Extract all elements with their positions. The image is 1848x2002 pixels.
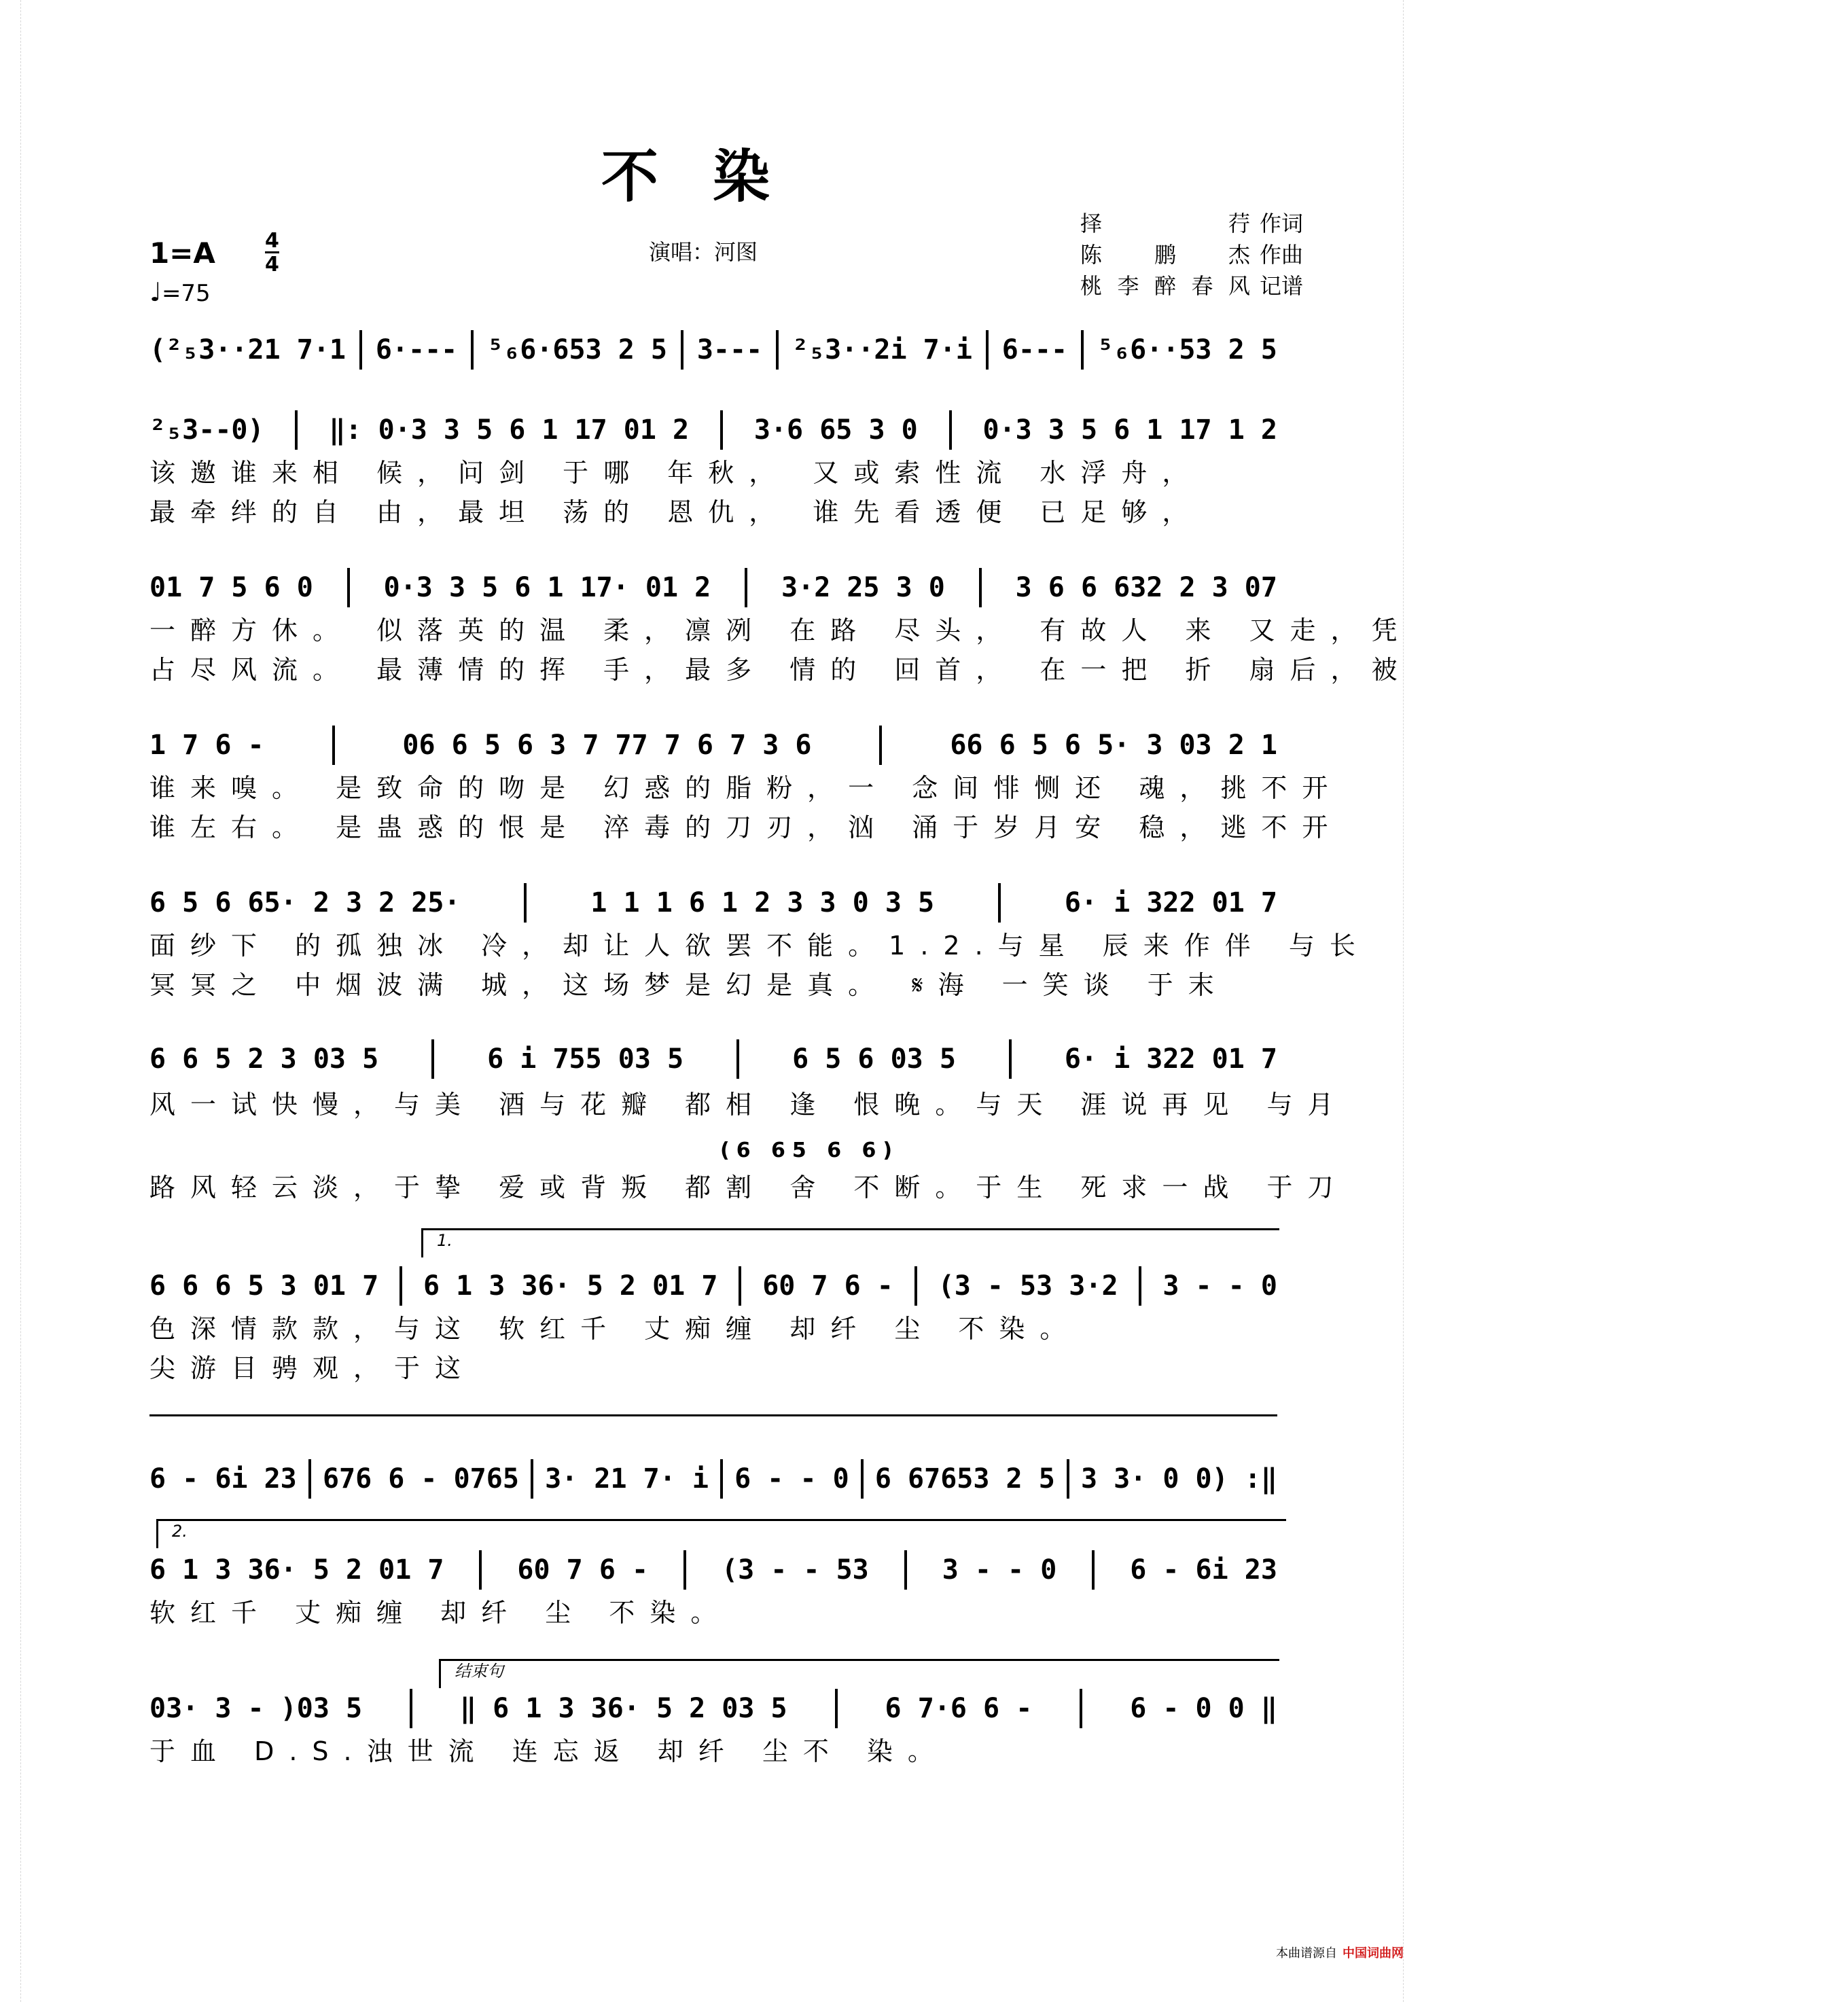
bar-line (471, 330, 474, 370)
composer-name: 陈 鹏 杰 (1080, 242, 1250, 268)
bar-line (736, 1039, 739, 1079)
bar-line (524, 883, 527, 923)
measure: 60 7 6 - (517, 1554, 649, 1586)
measure: ²₅3--0) (149, 414, 264, 446)
singer-credit: 演唱：河图 (649, 239, 758, 265)
measure: 3 6 6 632 2 3 07 (1015, 572, 1277, 603)
bar-line (1081, 330, 1084, 370)
measure: 6 - 6i 23 (149, 1463, 297, 1495)
bar-line (531, 1459, 533, 1499)
measure: 6 1 3 36· 5 2 01 7 (149, 1554, 444, 1586)
lyric-line: 路风轻云淡，于挚 爱或背叛 都割 舍 不断。于生 死求一战 于刀 (149, 1173, 1349, 1202)
transcriber-credit (1080, 269, 1303, 300)
key-signature: 1=A (149, 236, 215, 270)
bar-line (681, 330, 683, 370)
bar-line (998, 883, 1001, 923)
bar-line (835, 1689, 838, 1728)
lyric-line: 谁来嗅。 是致命的吻是 幻惑的脂粉，一 念间悱恻还 魂，挑不开 (149, 773, 1343, 803)
measure: 6 1 3 36· 5 2 01 7 (423, 1270, 718, 1302)
bar-line (347, 568, 350, 607)
measure: 60 7 6 - (762, 1270, 893, 1302)
volta-bracket (156, 1519, 1286, 1548)
score-line (149, 1546, 1277, 1594)
volta-label: 1. (437, 1231, 452, 1250)
lyric-line: 尖游目骋观，于这 (149, 1353, 476, 1383)
lyricist-name: 择 荇 (1080, 211, 1250, 236)
measure: (3 - 53 3·2 (938, 1270, 1118, 1302)
measure: 6--- (1001, 334, 1068, 365)
bar-line (399, 1266, 402, 1306)
measure: (3 - - 53 (722, 1554, 869, 1586)
volta-label: 结束句 (455, 1662, 503, 1681)
bar-line (861, 1459, 864, 1499)
measure: 66 6 5 6 5· 3 03 2 1 (950, 730, 1277, 761)
measure: 3 - - 0 (942, 1554, 1057, 1586)
bar-line (720, 1459, 723, 1499)
lyric-line: 风一试快慢，与美 酒与花瓣 都相 逢 恨晚。与天 涯说再见 与月 (149, 1090, 1349, 1120)
measure: ⁵₆6·653 2 5 (487, 334, 667, 365)
lyric-line: 最牵绊的自 由，最坦 荡的 恩仇， 谁先看透便 已足够， (149, 497, 1203, 527)
measure: 3 3· 0 0) :‖ (1080, 1463, 1277, 1495)
system-divider (149, 1414, 1277, 1416)
lyric-line: 谁左右。 是蛊惑的恨是 淬毒的刀刃，汹 涌于岁月安 稳，逃不开 (149, 812, 1343, 842)
score-line (149, 721, 1277, 769)
measure: 3· 21 7· i (545, 1463, 709, 1495)
page-edge-left (20, 0, 22, 2002)
score-line (149, 1262, 1277, 1310)
bar-line (986, 330, 989, 370)
bar-line (1067, 1459, 1069, 1499)
bar-line (879, 726, 882, 765)
meter-numerator: 4 (265, 229, 279, 253)
measure: 03· 3 - )03 5 (149, 1693, 363, 1724)
score-line (149, 406, 1277, 454)
tempo-marking (149, 277, 211, 307)
bar-line (410, 1689, 412, 1728)
measure: 6 6 6 5 3 01 7 (149, 1270, 379, 1302)
bar-line (431, 1039, 434, 1079)
bar-line (1009, 1039, 1012, 1079)
measure: 676 6 - 0765 (322, 1463, 519, 1495)
page-edge-right (1403, 0, 1405, 2002)
bar-line (1139, 1266, 1141, 1306)
bar-line (949, 410, 952, 450)
lyric-line: 于血 D.S.浊世流 连忘返 却纤 尘不 染。 (149, 1736, 948, 1766)
bar-line (745, 568, 747, 607)
measure: 6 67653 2 5 (874, 1463, 1055, 1495)
transcriber-name: 桃李醉春风 (1080, 273, 1250, 299)
composer-credit (1080, 238, 1303, 269)
bar-line (479, 1550, 482, 1590)
volta-bracket (421, 1228, 1279, 1257)
footer-site: 中国词曲网 (1343, 1946, 1404, 1961)
measure: 6 7·6 6 - (885, 1693, 1033, 1724)
measure: 6· i 322 01 7 (1064, 887, 1277, 918)
lyric-line: 该邀谁来相 候，问剑 于哪 年秋， 又或索性流 水浮舟， (149, 458, 1203, 488)
measure: 6 - 6i 23 (1130, 1554, 1277, 1586)
lyric-line: 面纱下 的孤独冰 冷，却让人欲罢不能。1.2.与星 辰来作伴 与长 (149, 931, 1370, 961)
measure: 6·--- (375, 334, 458, 365)
measure: ⁵₆6··53 2 5 (1097, 334, 1277, 365)
meter-denominator: 4 (265, 253, 279, 276)
lyric-line: 一醉方休。 似落英的温 柔，凛冽 在路 尽头， 有故人 来 又走，凭 (149, 615, 1412, 645)
measure: 6 - 0 0 ‖ (1130, 1693, 1277, 1724)
bar-line (1080, 1689, 1082, 1728)
volta-label: 2. (172, 1522, 188, 1541)
measure: 3 - - 0 (1162, 1270, 1277, 1302)
score-line (149, 326, 1277, 374)
lyric-line: 色深情款款，与这 软红千 丈痴缠 却纤 尘 不染。 (149, 1314, 1081, 1344)
bar-line (332, 726, 335, 765)
volta-bracket (439, 1659, 1279, 1688)
measure: 6 6 5 2 3 03 5 (149, 1043, 379, 1075)
measure: 3--- (696, 334, 763, 365)
lyric-line: 占尽风流。 最薄情的挥 手，最多 情的 回首， 在一把 折 扇后，被 (149, 655, 1412, 685)
measure: 3·2 25 3 0 (781, 572, 945, 603)
transcriber-role: 记谱 (1260, 273, 1304, 299)
footer-source: 本曲谱源自 (1276, 1946, 1337, 1961)
measure: ²₅3··2i 7·i (792, 334, 972, 365)
score-line (149, 879, 1277, 927)
score-line (149, 1685, 1277, 1732)
measure: 0·3 3 5 6 1 17 1 2 (982, 414, 1277, 446)
quarter-note-icon: ♩ (149, 277, 162, 307)
measure: 01 7 5 6 0 (149, 572, 313, 603)
lyricist-role: 作词 (1260, 211, 1304, 236)
bar-line (359, 330, 362, 370)
bar-line (1092, 1550, 1095, 1590)
measure: 6 - - 0 (734, 1463, 849, 1495)
measure: (²₅3··21 7·1 (149, 334, 346, 365)
bar-line (308, 1459, 311, 1499)
bar-line (683, 1550, 686, 1590)
bar-line (739, 1266, 741, 1306)
measure: ‖ 6 1 3 36· 5 2 03 5 (459, 1693, 787, 1724)
measure: 06 6 5 6 3 7 77 7 6 7 3 6 (402, 730, 812, 761)
measure: 0·3 3 5 6 1 17· 01 2 (383, 572, 711, 603)
measure: 6 i 755 03 5 (487, 1043, 684, 1075)
bar-line (295, 410, 298, 450)
bar-line (720, 410, 723, 450)
lyric-line: 冥冥之 中烟波满 城，这场梦是幻是真。 𝄋海 一笑谈 于末 (149, 970, 1229, 1000)
bar-line (776, 330, 779, 370)
measure: 6· i 322 01 7 (1064, 1043, 1277, 1075)
time-signature (265, 231, 279, 275)
measure: 3·6 65 3 0 (753, 414, 918, 446)
lyricist-credit (1080, 207, 1303, 238)
measure: ‖: 0·3 3 5 6 1 17 01 2 (329, 414, 690, 446)
bar-line (979, 568, 982, 607)
measure: 6 5 6 65· 2 3 2 25· (149, 887, 461, 918)
measure: 1 7 6 - (149, 730, 264, 761)
score-line (149, 1035, 1277, 1083)
lyric-line: (6 65 6 6) (720, 1139, 900, 1162)
score-line (149, 1455, 1277, 1503)
score-line (149, 564, 1277, 611)
lyric-line: 软红千 丈痴缠 却纤 尘 不染。 (149, 1598, 732, 1628)
measure: 6 5 6 03 5 (792, 1043, 956, 1075)
measure: 1 1 1 6 1 2 3 3 0 3 5 (590, 887, 935, 918)
bar-line (904, 1550, 907, 1590)
bar-line (914, 1266, 917, 1306)
composer-role: 作曲 (1260, 242, 1304, 268)
song-title: 不染 (601, 143, 824, 210)
tempo-value: =75 (161, 280, 211, 307)
